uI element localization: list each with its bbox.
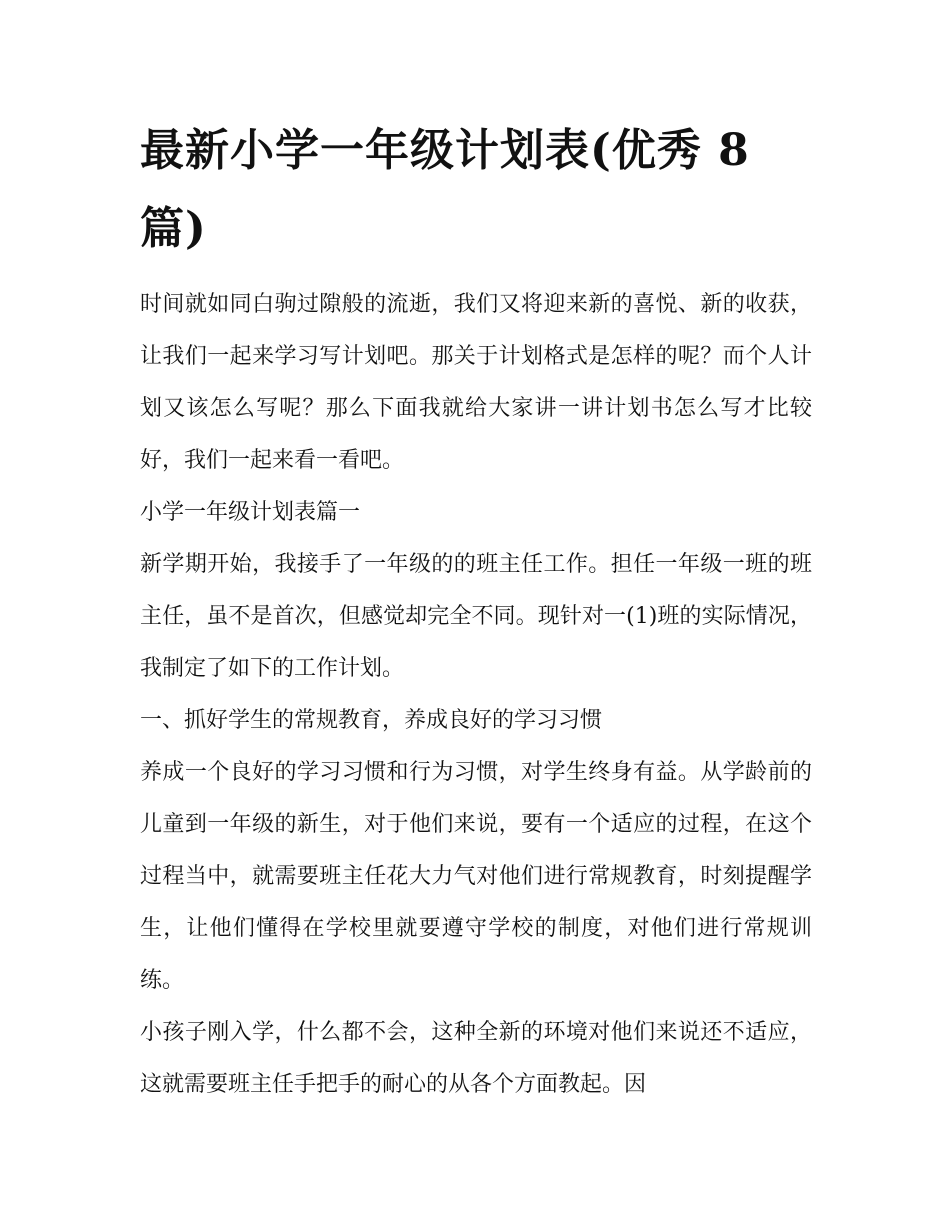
body-paragraph: 小孩子刚入学，什么都不会，这种全新的环境对他们来说还不适应，这就需要班主任手把手的耐心的从各个方面教起。因 (140, 1020, 812, 1097)
section-heading: 小学一年级计划表篇一 (140, 500, 361, 525)
body-paragraph: 养成一个良好的学习习惯和行为习惯，对学生终身有益。从学龄前的儿童到一年级的新生，对于他们来说，要有一个适应的过程，在这个过程当中，就需要班主任花大力气对他们进行常规教育，时刻提醒学生，让他们懂得在学校里就要遵守学校的制度，对他们进行常规训练。 (140, 760, 812, 993)
subsection-heading: 一、抓好学生的常规教育，养成良好的学习习惯 (140, 708, 603, 733)
intro-paragraph: 时间就如同白驹过隙般的流逝，我们又将迎来新的喜悦、新的收获，让我们一起来学习写计划吧。那关于计划格式是怎样的呢？而个人计划又该怎么写呢？那么下面我就给大家讲一讲计划书怎么写才比较好，我们一起来看一看吧。 (140, 292, 812, 473)
document-title: 最新小学一年级计划表(优秀 8 篇) (140, 125, 750, 254)
document-body (140, 112, 812, 1111)
body-paragraph: 新学期开始，我接手了一年级的的班主任工作。担任一年级一班的班主任，虽不是首次，但感觉却完全不同。现针对一(1)班的实际情况，我制定了如下的工作计划。 (140, 552, 812, 681)
